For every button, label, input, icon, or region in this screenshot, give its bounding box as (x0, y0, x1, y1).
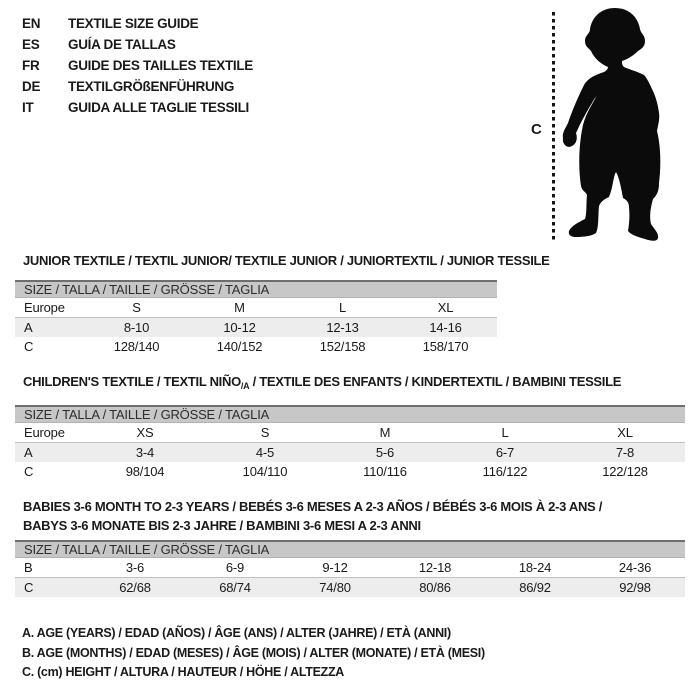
size-header-row (15, 280, 497, 298)
lang-code: FR (22, 58, 40, 73)
table-row-age (15, 443, 685, 462)
age-cell: 5-6 (375, 445, 395, 460)
height-measure-label: C (531, 121, 542, 138)
babies-textile-table (15, 497, 685, 597)
legend-age-years: A. AGE (YEARS) / EDAD (AÑOS) / ÂGE (ANS) / ALTER (JAHRE) / ETÀ (ANNI) (22, 626, 451, 640)
lang-row-de (22, 76, 253, 97)
table-row-europe (15, 423, 685, 443)
age-cell: 4-5 (255, 445, 275, 460)
height-cell: 122/128 (602, 464, 648, 479)
height-cell: 152/158 (319, 339, 366, 354)
size-header-label: SIZE / TALLA / TAILLE / GRÖSSE / TAGLIA (24, 407, 270, 422)
language-title-block (22, 13, 253, 118)
table-row-height (15, 337, 497, 356)
age-cell: 14-16 (429, 320, 462, 335)
title-line-2: BABYS 3-6 MONATE BIS 2-3 JAHRE / BAMBINI 3-6 MESI A 2-3 ANNI (23, 518, 421, 533)
table-row-height (15, 462, 685, 481)
months-cell: 24-36 (618, 560, 652, 575)
months-cell: 12-18 (418, 560, 452, 575)
months-cell: 6-9 (225, 560, 245, 575)
measurement-legend (22, 624, 485, 683)
lang-code: EN (22, 16, 41, 31)
row-label: C (24, 580, 34, 595)
height-cell: 62/68 (119, 580, 151, 595)
size-cell: XS (136, 425, 154, 440)
title-part: / TEXTILE DES ENFANTS / KINDERTEXTIL / BAMBINI TESSILE (249, 374, 622, 389)
lang-code: DE (22, 79, 41, 94)
table-row-height (15, 578, 685, 597)
size-header-label: SIZE / TALLA / TAILLE / GRÖSSE / TAGLIA (24, 542, 270, 557)
size-cell: XL (437, 300, 454, 315)
row-label: A (24, 445, 33, 460)
height-cell: 110/116 (363, 464, 407, 479)
age-cell: 7-8 (615, 445, 635, 460)
lang-title: GUIDA ALLE TAGLIE TESSILI (68, 100, 249, 115)
row-label: C (24, 464, 34, 479)
age-cell: 12-13 (326, 320, 359, 335)
size-header-row (15, 405, 685, 423)
lang-title: GUIDE DES TAILLES TEXTILE (68, 58, 254, 73)
legend-age-months: B. AGE (MONTHS) / EDAD (MESES) / ÂGE (MOIS) / ALTER (MONATE) / ETÀ (MESI) (22, 645, 485, 660)
height-dotted-line (552, 12, 555, 242)
lang-title: TEXTILE SIZE GUIDE (68, 16, 199, 31)
height-cell: 104/110 (242, 464, 288, 479)
months-cell: 3-6 (125, 560, 145, 575)
size-cell: XL (617, 425, 633, 440)
row-label: C (24, 339, 34, 354)
height-cell: 92/98 (619, 580, 651, 595)
toddler-silhouette (556, 5, 696, 245)
age-cell: 10-12 (223, 320, 256, 335)
lang-row-en (22, 13, 253, 34)
row-label: B (24, 560, 33, 575)
title-line-1: BABIES 3-6 MONTH TO 2-3 YEARS / BEBÉS 3-6 MESES A 2-3 AÑOS / BÉBÉS 3-6 MOIS À 2-3 ANS / (23, 499, 603, 514)
title-subscript: /A (240, 381, 250, 391)
height-cell: 158/170 (422, 339, 469, 354)
size-cell: M (234, 300, 245, 315)
legend-height-cm: C. (cm) HEIGHT / ALTURA / HAUTEUR / HÖHE / ALTEZZA (22, 665, 345, 679)
height-cell: 80/86 (419, 580, 451, 595)
months-cell: 18-24 (518, 560, 552, 575)
size-cell: L (501, 425, 509, 440)
table-row-months (15, 558, 685, 578)
title-part: CHILDREN'S TEXTILE / TEXTIL NIÑO (23, 374, 241, 389)
table-title-children (15, 374, 685, 394)
height-cell: 140/152 (216, 339, 263, 354)
months-cell: 9-12 (322, 560, 348, 575)
age-cell: 3-4 (135, 445, 155, 460)
size-cell: L (338, 300, 347, 315)
height-cell: 98/104 (125, 464, 165, 479)
row-label: Europe (24, 425, 65, 440)
lang-code: ES (22, 37, 40, 52)
lang-title: GUÍA DE TALLAS (68, 37, 176, 52)
height-cell: 128/140 (113, 339, 160, 354)
size-cell: S (260, 425, 270, 440)
row-label: A (24, 320, 33, 335)
age-cell: 8-10 (123, 320, 150, 335)
lang-row-fr (22, 55, 253, 76)
height-cell: 68/74 (219, 580, 251, 595)
height-cell: 116/122 (482, 464, 528, 479)
junior-textile-table (15, 253, 550, 356)
size-cell: M (379, 425, 391, 440)
size-header-row (15, 540, 685, 558)
lang-row-es (22, 34, 253, 55)
lang-code: IT (22, 100, 34, 115)
height-cell: 86/92 (519, 580, 551, 595)
table-title-babies (15, 497, 685, 535)
height-cell: 74/80 (319, 580, 351, 595)
lang-title: TEXTILGRÖßENFÜHRUNG (68, 79, 235, 94)
table-title-junior: JUNIOR TEXTILE / TEXTIL JUNIOR/ TEXTILE JUNIOR / JUNIORTEXTIL / JUNIOR TESSILE (23, 253, 550, 268)
age-cell: 6-7 (495, 445, 515, 460)
row-label: Europe (24, 300, 65, 315)
lang-row-it (22, 97, 253, 118)
table-row-europe (15, 298, 497, 318)
table-row-age (15, 318, 497, 337)
size-header-label: SIZE / TALLA / TAILLE / GRÖSSE / TAGLIA (24, 282, 270, 297)
children-textile-table (15, 374, 685, 481)
size-cell: S (132, 300, 141, 315)
